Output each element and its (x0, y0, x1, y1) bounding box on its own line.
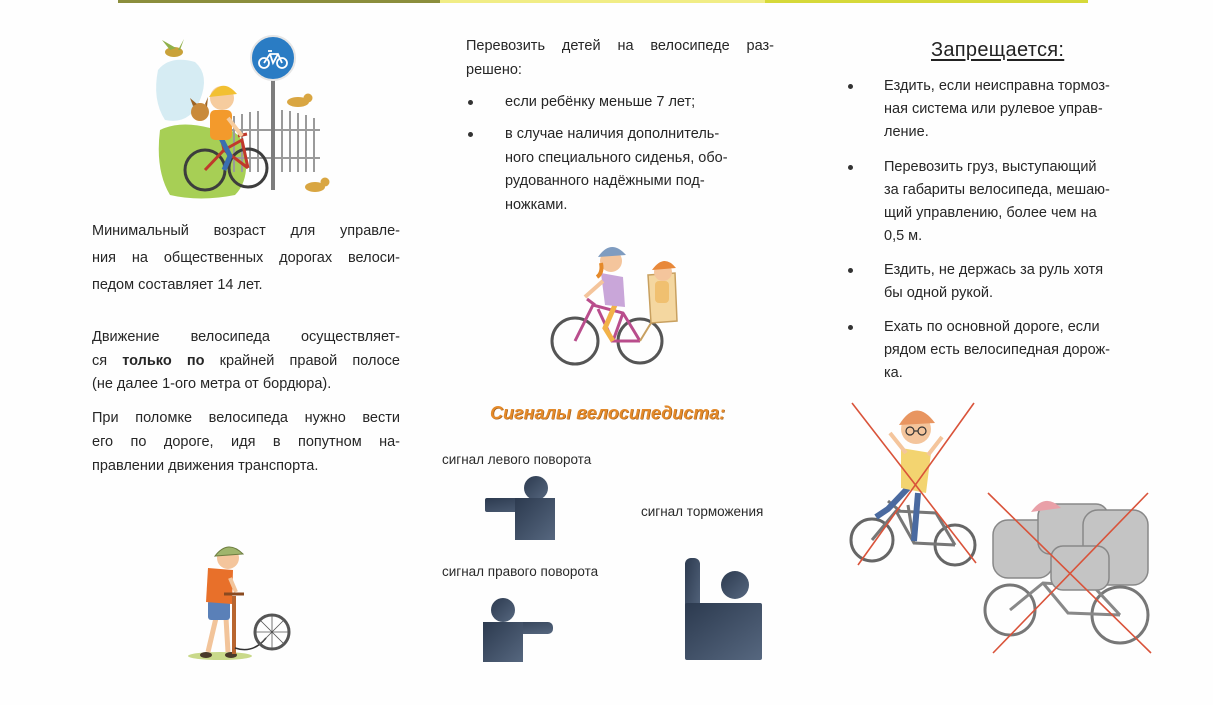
text-line: Ездить, не держась за руль хотя (884, 262, 1104, 278)
small-dog (305, 178, 330, 193)
flying-dog (287, 94, 313, 108)
bullet-marker (848, 268, 853, 273)
text-line: рядом есть велосипедная дорож- (884, 342, 1111, 358)
text-line: решено: (466, 62, 522, 78)
text-line: в случае наличия дополнитель- (505, 126, 720, 142)
text-line: ножками. (505, 196, 568, 213)
text-fragment: крайней правой полосе (219, 352, 400, 369)
no-hands-riding-crossed-icon (846, 393, 982, 568)
list-item (846, 316, 1164, 385)
text-line: Ездить, если неисправна тормоз- (884, 78, 1110, 94)
child-transport-intro (466, 34, 774, 82)
text-line: ка. (884, 365, 903, 381)
top-strip-middle (440, 0, 765, 3)
text-line: педом составляет 14 лет. (92, 277, 263, 293)
bullet-marker (848, 84, 853, 89)
text-line: за габариты велосипеда, мешаю- (884, 182, 1110, 198)
list-item (466, 91, 776, 115)
left-turn-signal-icon (483, 476, 558, 542)
man-pumping-tire-icon (178, 538, 298, 663)
text-line: бы одной рукой. (884, 285, 994, 301)
braking-signal-icon (683, 555, 765, 663)
text-line: его по дороге, идя в попутном на- (92, 434, 400, 450)
list-item (846, 259, 1164, 305)
bullet-marker (468, 100, 473, 105)
list-item (466, 123, 776, 217)
emphasis-text: только по (122, 352, 205, 369)
text-line (92, 350, 400, 374)
braking-label: сигнал торможения (641, 504, 764, 519)
text-line: правлении движения транспорта. (92, 458, 319, 474)
bullet-marker (848, 325, 853, 330)
top-strip-right (765, 0, 1088, 3)
text-line: Перевозить груз, выступающий (884, 159, 1097, 175)
text-line: щий управлению, более чем на (884, 205, 1097, 221)
text-line: ния на общественных дорогах велоси- (92, 250, 400, 266)
text-line: Движение велосипеда осуществляет- (92, 329, 400, 345)
text-line: ление. (884, 124, 929, 140)
top-strip-left (118, 0, 440, 3)
text-line: если ребёнку меньше 7 лет; (505, 94, 696, 110)
bullet-marker (468, 132, 473, 137)
right-turn-signal-icon (481, 598, 556, 664)
prohibited-heading: Запрещается: (931, 39, 1065, 61)
text-line: Минимальный возраст для управле- (92, 223, 400, 239)
text-line: рудованного надёжными под- (505, 173, 705, 189)
wheels (985, 585, 1148, 643)
text-line: (не далее 1-ого метра от бордюра). (92, 376, 332, 392)
text-fragment: ся (92, 352, 108, 369)
bird (162, 39, 184, 57)
lane-paragraph (92, 326, 400, 397)
list-item (846, 75, 1164, 144)
min-age-paragraph (92, 218, 400, 299)
wheel (255, 615, 289, 649)
signals-title: Сигналы велосипедиста: (490, 403, 726, 423)
left-turn-label: сигнал левого поворота (442, 452, 592, 467)
text-line: При поломке велосипеда нужно вести (92, 410, 400, 426)
text-line: 0,5 м. (884, 228, 923, 244)
text-line: Перевозить детей на велосипеде раз- (466, 38, 774, 54)
woman-with-child-seat-icon (543, 233, 703, 368)
list-item (846, 156, 1164, 248)
text-line: ная система или рулевое управ- (884, 101, 1103, 117)
breakdown-paragraph (92, 406, 400, 478)
cyclist-boy-with-path-sign-icon (150, 30, 340, 205)
bullet-marker (848, 165, 853, 170)
oversize-cargo-crossed-icon (983, 488, 1158, 660)
right-turn-label: сигнал правого поворота (442, 564, 599, 579)
text-line: Ехать по основной дороге, если (884, 319, 1100, 335)
text-line: ного специального сиденья, обо- (505, 149, 728, 166)
woman (585, 247, 626, 341)
